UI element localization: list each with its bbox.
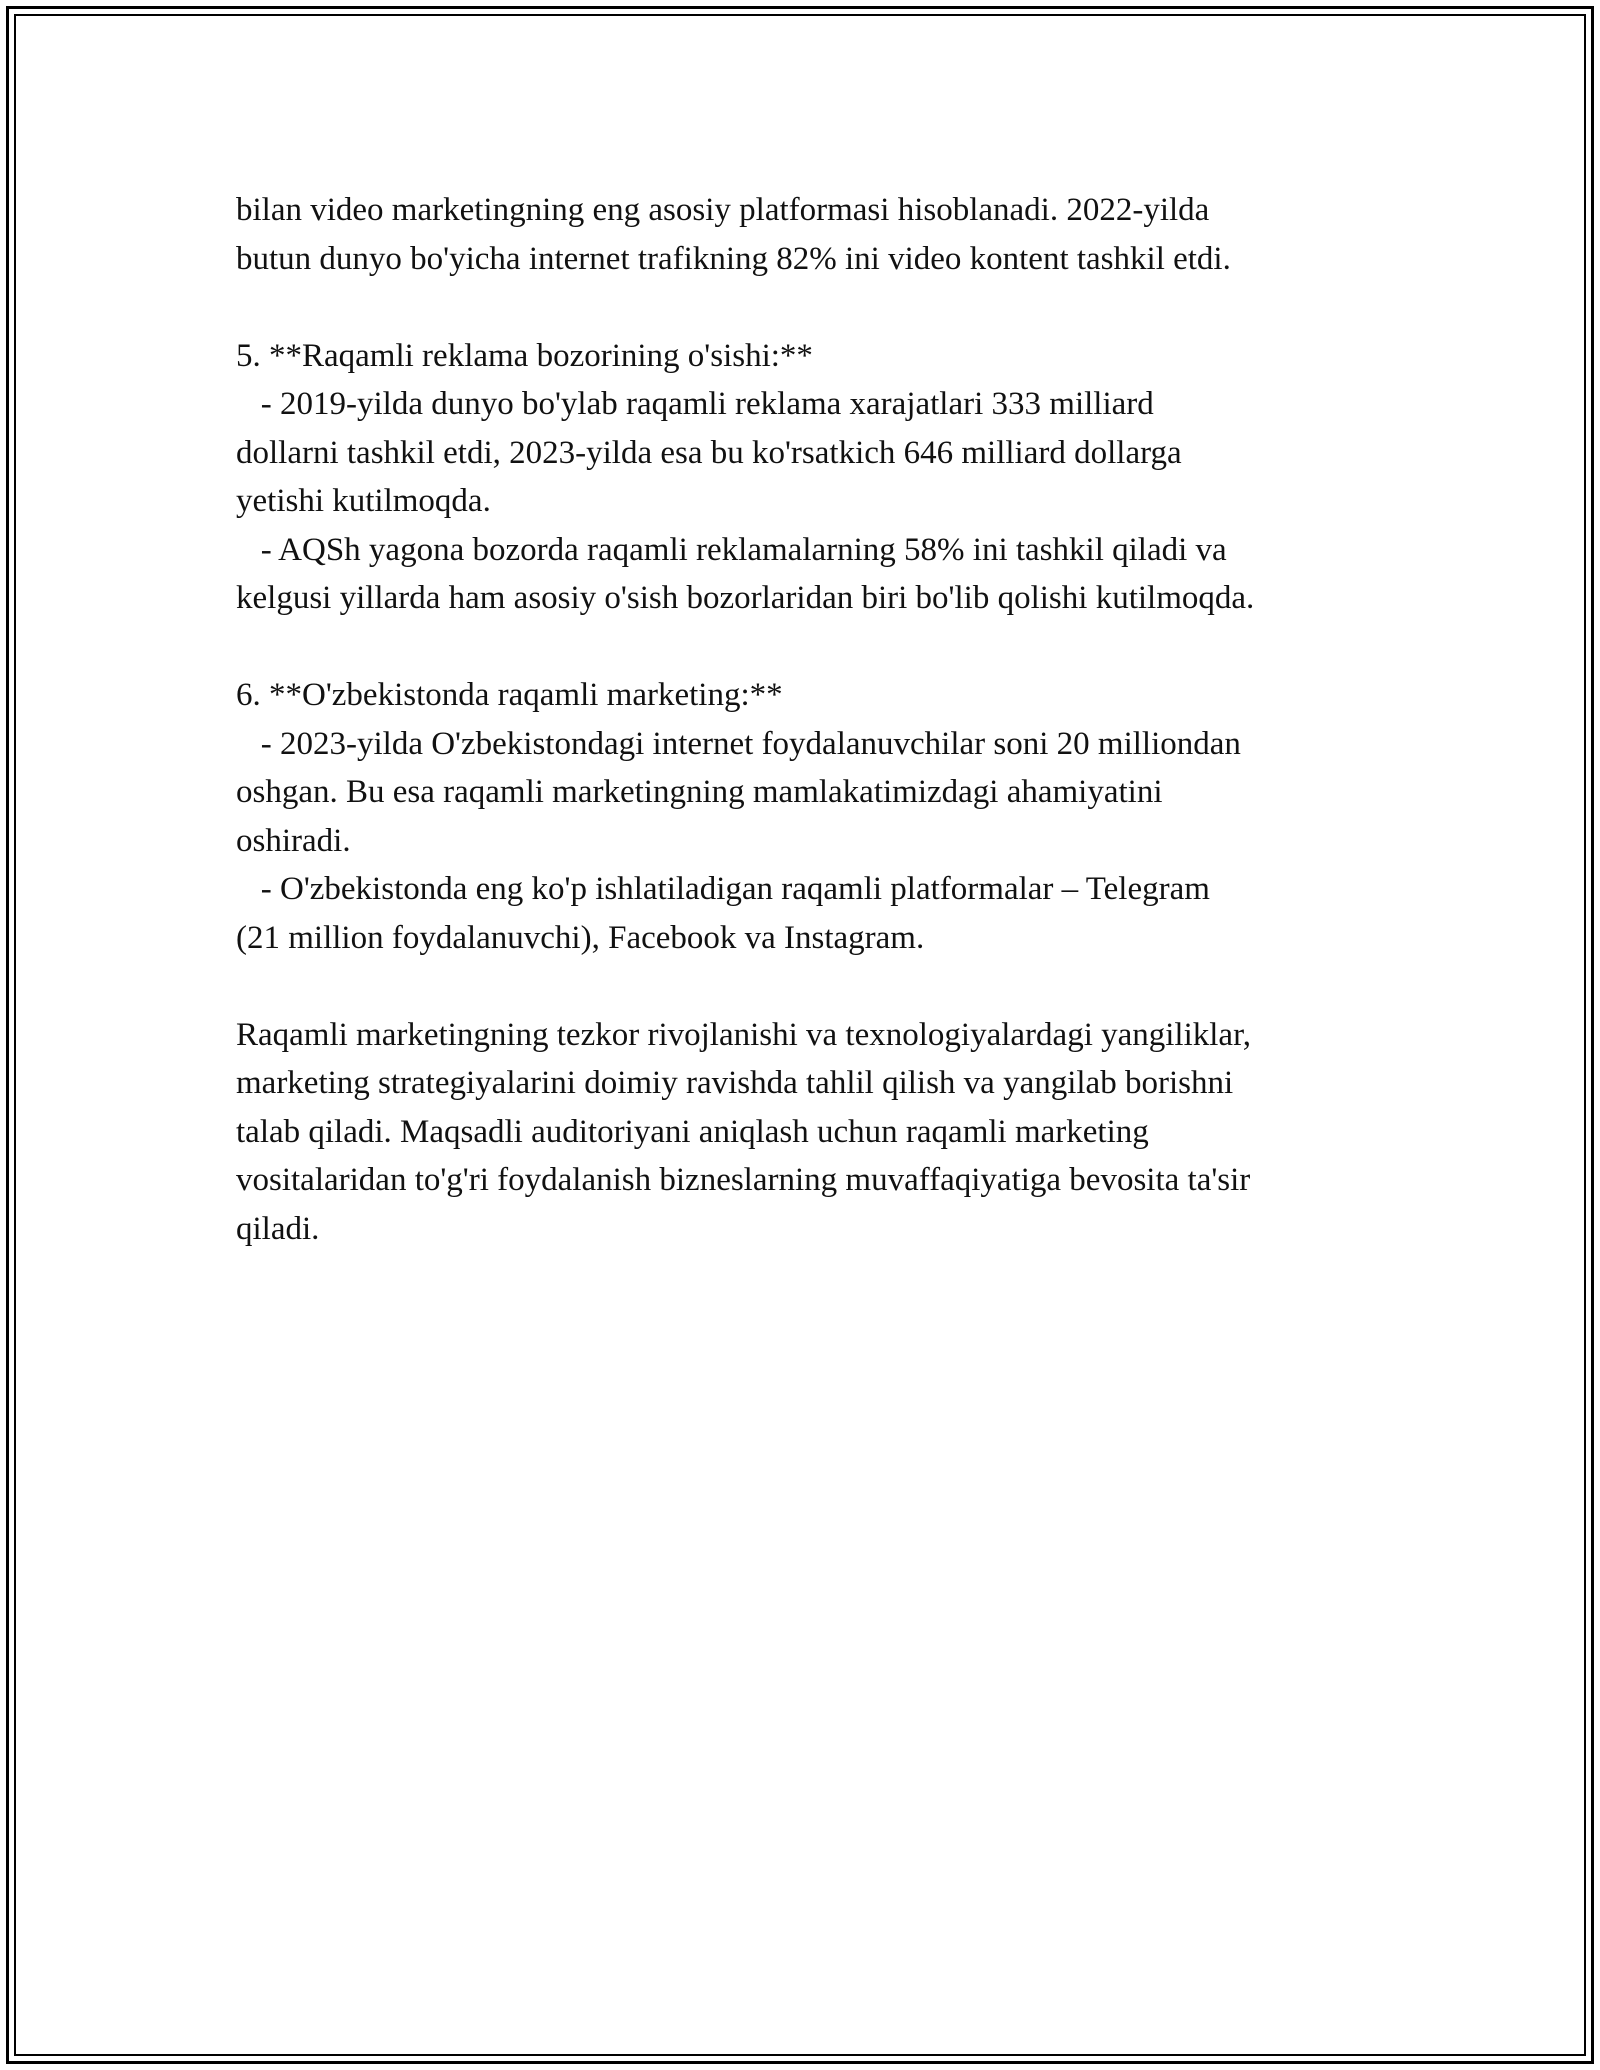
- text-line: - O'zbekistonda eng ko'p ishlatiladigan raqamli platformalar – Telegram: [236, 871, 1210, 907]
- text-line: butun dunyo bo'yicha internet trafikning 82% ini video kontent tashkil etdi.: [236, 240, 1231, 277]
- document-body: [236, 186, 1376, 1253]
- conclusion-paragraph: [236, 1011, 1376, 1254]
- text-line: - AQSh yagona bozorda raqamli reklamalarning 58% ini tashkil qiladi va: [236, 531, 1227, 568]
- text-line: - 2023-yilda O'zbekistondagi internet foydalanuvchilar soni 20 milliondan: [236, 725, 1241, 762]
- text-line: oshgan. Bu esa raqamli marketingning mamlakatimizdagi ahamiyatini: [236, 774, 1163, 810]
- intro-paragraph: [236, 186, 1376, 283]
- section-6: [236, 671, 1376, 962]
- text-line: dollarni tashkil etdi, 2023-yilda esa bu ko'rsatkich 646 milliard dollarga: [236, 434, 1182, 471]
- text-line: marketing strategiyalarini doimiy ravishda tahlil qilish va yangilab borishni: [236, 1065, 1234, 1101]
- text-line: talab qiladi. Maqsadli auditoriyani aniqlash uchun raqamli marketing: [236, 1113, 1149, 1150]
- text-line: kelgusi yillarda ham asosiy o'sish bozorlaridan biri bo'lib qolishi kutilmoqda.: [236, 580, 1255, 616]
- text-line: (21 million foydalanuvchi), Facebook va Instagram.: [236, 919, 925, 956]
- section-5: [236, 332, 1376, 623]
- text-line: vositalaridan to'g'ri foydalanish bizneslarning muvaffaqiyatiga bevosita ta'sir: [236, 1162, 1251, 1198]
- paragraph-gap: [236, 623, 1376, 672]
- section-heading: 6. **O'zbekistonda raqamli marketing:**: [236, 677, 783, 713]
- text-line: Raqamli marketingning tezkor rivojlanishi va texnologiyalardagi yangiliklar,: [236, 1016, 1251, 1053]
- text-line: - 2019-yilda dunyo bo'ylab raqamli reklama xarajatlari 333 milliard: [236, 386, 1154, 422]
- paragraph-gap: [236, 962, 1376, 1011]
- text-line: bilan video marketingning eng asosiy platformasi hisoblanadi. 2022-yilda: [236, 192, 1210, 228]
- text-line: yetishi kutilmoqda.: [236, 483, 491, 519]
- section-heading: 5. **Raqamli reklama bozorining o'sishi:**: [236, 337, 813, 374]
- paragraph-gap: [236, 283, 1376, 332]
- text-line: qiladi.: [236, 1210, 320, 1247]
- text-line: oshiradi.: [236, 822, 351, 859]
